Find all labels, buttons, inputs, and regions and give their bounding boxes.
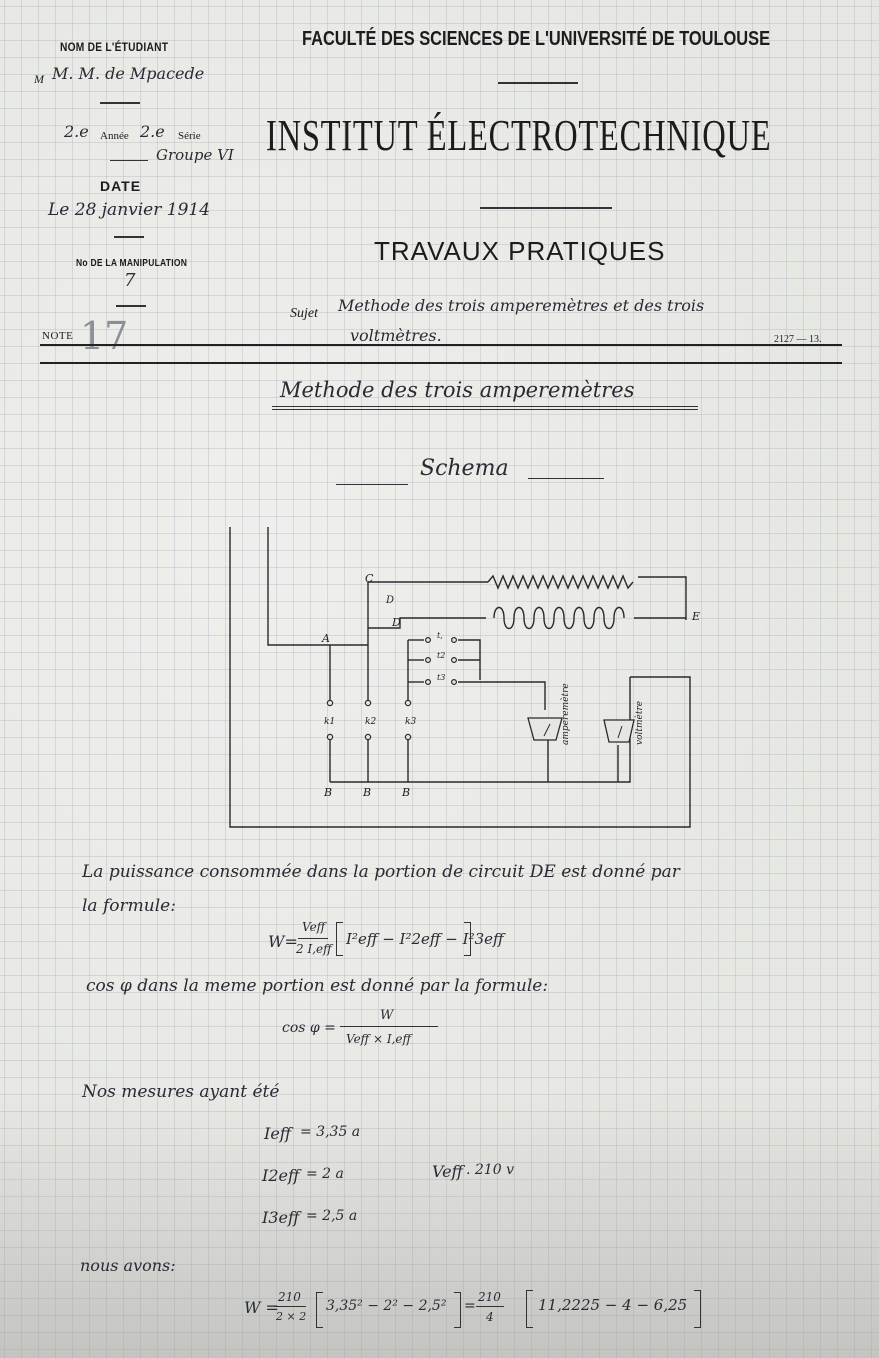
voltage-sym: Veff xyxy=(432,1162,463,1181)
manip-value: 7 xyxy=(124,270,136,291)
formula1-body: I²eff − I²2eff − I²3eff xyxy=(346,930,504,948)
group-value: Groupe VI xyxy=(156,146,234,164)
formula3-bracket-2: 11,2225 − 4 − 6,25 xyxy=(538,1296,688,1314)
formula3-lhs: W = xyxy=(244,1298,279,1317)
formula3-bracket-2-right xyxy=(694,1290,701,1328)
label-d: D xyxy=(392,616,401,629)
year-value: 2.e xyxy=(64,122,89,141)
student-label: NOM DE L'ÉTUDIANT xyxy=(60,40,169,54)
label-d-upper: D xyxy=(386,595,395,606)
label-b-3: B xyxy=(402,786,411,799)
measure-1-val: = 3,35 a xyxy=(300,1124,361,1140)
formula3-num-1: 210 xyxy=(278,1290,301,1304)
faculty-title: FACULTÉ DES SCIENCES DE L'UNIVERSITÉ DE TOULOUSE xyxy=(302,28,771,50)
formula3-eq: = xyxy=(464,1298,476,1314)
voltage-val: . 210 v xyxy=(466,1162,514,1178)
subject-line-1: Methode des trois amperemètres et des trois xyxy=(338,296,705,315)
formula3-bracket-1-left xyxy=(316,1292,323,1328)
formula3-bracket-1: 3,35² − 2² − 2,5² xyxy=(326,1298,447,1314)
series-label: Série xyxy=(178,130,201,142)
text-cos-phi: cos φ dans la meme portion est donné par la formule: xyxy=(86,976,549,996)
formula1-den: 2 I,eff xyxy=(296,942,332,956)
formula3-den-1: 2 × 2 xyxy=(276,1310,307,1323)
formula3-num-2: 210 xyxy=(478,1290,501,1304)
formula3-bar-1 xyxy=(274,1306,306,1307)
label-k-2: k2 xyxy=(365,717,377,727)
label-a: A xyxy=(322,632,330,645)
label-switch-2: t2 xyxy=(437,651,446,660)
section-title: Methode des trois amperemètres xyxy=(280,378,635,402)
label-b-1: B xyxy=(324,786,333,799)
institute-title: INSTITUT ÉLECTROTECHNIQUE xyxy=(266,111,772,160)
formula3-den-2: 4 xyxy=(486,1310,494,1324)
student-prefix: M xyxy=(34,72,44,86)
label-k-3: k3 xyxy=(405,717,417,727)
label-switch-3: t3 xyxy=(437,673,446,682)
form-number: 2127 — 13. xyxy=(774,334,822,345)
student-name: M. M. de Mpacede xyxy=(52,64,205,83)
subject-line-2: voltmètres. xyxy=(350,326,442,345)
label-ammeter: amperemètre xyxy=(561,683,571,745)
resistor xyxy=(488,576,633,588)
formula1-bracket-right xyxy=(464,922,471,956)
note-label: NOTE xyxy=(42,330,74,342)
d-branch-wire xyxy=(368,618,486,628)
text-power-line-1: La puissance consommée dans la portion de circuit DE est donné par xyxy=(82,862,680,882)
measure-3-sym: I3eff xyxy=(262,1208,300,1227)
formula3-bracket-1-right xyxy=(454,1292,461,1328)
schema-title: Schema xyxy=(420,456,509,481)
label-c: C xyxy=(365,572,374,585)
label-e: E xyxy=(692,610,701,623)
year-label: Année xyxy=(100,130,129,142)
label-switch-1: t, xyxy=(437,631,443,640)
subject-label: Sujet xyxy=(290,306,318,321)
formula2-lhs: cos φ = xyxy=(282,1020,336,1036)
voltmeter-icon xyxy=(604,720,634,742)
ammeter-icon xyxy=(528,718,562,740)
measure-1-sym: Ieff xyxy=(264,1124,292,1143)
formula1-bracket-left xyxy=(336,922,343,956)
manip-label: No DE LA MANIPULATION xyxy=(76,258,188,269)
measure-3-val: = 2,5 a xyxy=(306,1208,358,1224)
text-we-have: nous avons: xyxy=(80,1256,176,1275)
label-b-2: B xyxy=(363,786,372,799)
formula1-lhs: W= xyxy=(268,932,298,951)
formula1-num: Veff xyxy=(302,920,326,934)
note-value: 17 xyxy=(80,314,129,358)
formula2-num: W xyxy=(380,1008,394,1023)
supply-line xyxy=(268,527,368,645)
formula2-fraction-bar xyxy=(340,1026,438,1027)
inductor-coil xyxy=(494,608,624,629)
switch-row-3-right xyxy=(458,682,545,710)
series-value: 2.e xyxy=(140,122,165,141)
c-return-wire xyxy=(638,577,686,620)
date-label: DATE xyxy=(100,178,142,194)
label-voltmeter: voltmètre xyxy=(635,700,645,745)
bottom-bus xyxy=(330,677,630,782)
formula3-bar-2 xyxy=(476,1306,504,1307)
measure-2-sym: I2eff xyxy=(262,1166,300,1185)
course-title: TRAVAUX PRATIQUES xyxy=(374,236,666,266)
label-k-1: k1 xyxy=(324,717,336,727)
date-value: Le 28 janvier 1914 xyxy=(48,200,211,220)
formula1-fraction-bar xyxy=(298,938,328,939)
text-measurements: Nos mesures ayant été xyxy=(82,1082,280,1102)
measure-2-val: = 2 a xyxy=(306,1166,344,1182)
formula2-den: Veff × I,eff xyxy=(346,1032,412,1046)
text-power-line-2: la formule: xyxy=(82,896,176,916)
formula3-bracket-2-left xyxy=(526,1290,533,1328)
